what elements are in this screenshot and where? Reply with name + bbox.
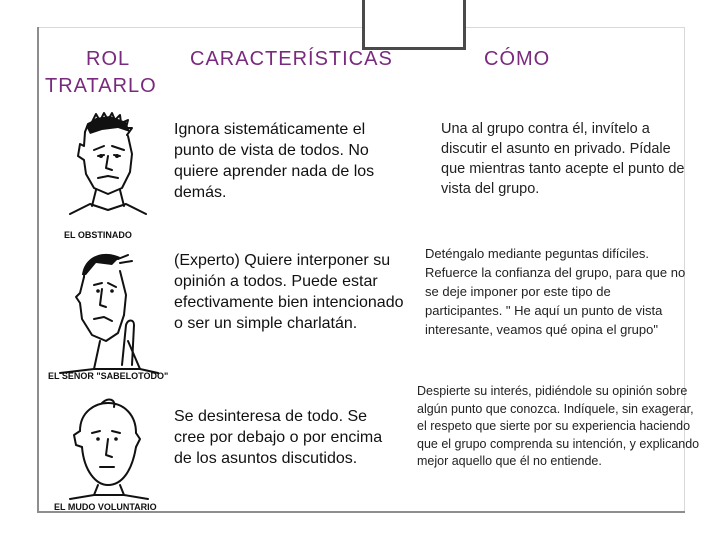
sabelotodo-cartoon: [40, 245, 175, 383]
obstinado-how: Una al grupo contra él, invítelo a discutir el asunto en privado. Pídale que mientras tanto acepte el punto de vista del grupo.: [441, 121, 685, 197]
obstinado-cartoon: [40, 110, 170, 242]
header-tratarlo: TRATARLO: [45, 75, 157, 97]
mudo-cartoon: [40, 395, 170, 515]
obstinado-description: Ignora sistemáticamente el punto de vista de todos. No quiere aprender nada de los demás.: [174, 121, 375, 201]
obstinado-caption: EL OBSTINADO: [64, 230, 132, 240]
mudo-how: Despierte su interés, pidiéndole su opinión sobre algún punto que conozca. Indíquele, sin exagerar, el respeto que sierte por su experiencia haciendo que el grupo comprenda su intención, y explicando mejor aquello que él no entiende.: [417, 384, 700, 468]
header-rol: ROL: [86, 48, 131, 70]
slide-frame-top: [37, 27, 685, 28]
sabelotodo-description: (Experto) Quiere interponer su opinión a todos. Puede estar efectivamente bien intencionado o ser un simple charlatán.: [174, 252, 404, 332]
slide-frame-left: [37, 27, 39, 513]
mudo-caption: EL MUDO VOLUNTARIO: [54, 502, 157, 512]
mudo-description: Se desinteresa de todo. Se cree por debajo o por encima de los asuntos discutidos.: [174, 408, 383, 467]
header-como: CÓMO: [484, 48, 551, 70]
header-caracteristicas: CARACTERÍSTICAS: [190, 48, 393, 70]
sabelotodo-caption: EL SEÑOR "SABELOTODO": [48, 371, 169, 381]
sabelotodo-how: Deténgalo mediante peguntas difíciles. Refuerce la confianza del grupo, para que no se deje imponer por este tipo de participantes. " He aquí un punto de vista interesante, veamos qué opina el grupo": [425, 246, 686, 337]
decorative-tab-box: [362, 0, 466, 50]
